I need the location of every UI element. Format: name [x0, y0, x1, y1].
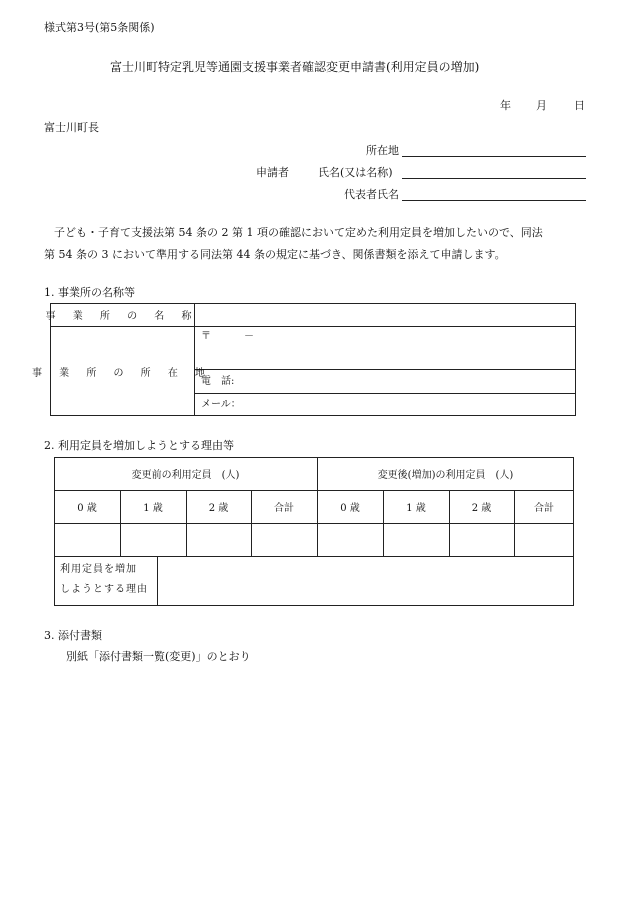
col-before-age2: 2 歳: [208, 503, 229, 514]
col-before-age0: 0 歳: [77, 503, 97, 514]
attachments-text: 別紙「添付書類一覧(変更)」のとおり: [66, 650, 251, 663]
section3-heading: 3. 添付書類: [44, 629, 102, 642]
col-before-total: 合計: [274, 503, 294, 514]
form-title: 富士川町特定乳児等通園支援事業者確認変更申請書(利用定員の増加): [110, 60, 480, 74]
form-number: 様式第3号(第5条関係): [44, 21, 155, 34]
section2-heading: 2. 利用定員を増加しようとする理由等: [44, 439, 234, 452]
after-capacity-header: 変更後(増加)の利用定員 (人): [377, 470, 514, 481]
date-month: 月: [536, 99, 547, 112]
facility-name-label: 事 業 所 の 名 称: [45, 311, 199, 322]
name-label: 氏名(又は名称): [318, 166, 393, 179]
representative-line: [402, 200, 586, 201]
col-before-age1: 1 歳: [143, 503, 163, 514]
addressee: 富士川町長: [44, 121, 99, 134]
postal-mark: 〒: [201, 331, 211, 342]
col-after-age0: 0 歳: [340, 503, 360, 514]
body-line-1: 子ども・子育て支援法第 54 条の 2 第 1 項の確認において定めた利用定員を増加したいので、同法: [54, 226, 543, 239]
col-after-age1: 1 歳: [406, 503, 426, 514]
reason-label-line1: 利用定員を増加: [60, 564, 137, 575]
date-year: 年: [500, 99, 511, 112]
date-day: 日: [574, 99, 585, 112]
representative-label: 代表者氏名: [344, 188, 399, 201]
facility-address-label: 事 業 所 の 所 在 地: [31, 367, 213, 379]
email-label: メール：: [201, 399, 241, 410]
col-after-total: 合計: [534, 503, 554, 514]
col-after-age2: 2 歳: [471, 503, 492, 514]
section1-heading: 1. 事業所の名称等: [44, 286, 135, 299]
phone-label: 電 話:: [201, 376, 235, 387]
location-label: 所在地: [366, 144, 399, 157]
postal-dash: －: [244, 331, 254, 342]
location-line: [402, 156, 586, 157]
name-line: [402, 178, 586, 179]
applicant-label: 申請者: [256, 166, 289, 179]
before-capacity-header: 変更前の利用定員 (人): [131, 470, 240, 481]
reason-label-line2: しようとする理由: [60, 584, 148, 595]
body-line-2: 第 54 条の 3 において準用する同法第 44 条の規定に基づき、関係書類を添えて申請します。: [44, 248, 506, 261]
